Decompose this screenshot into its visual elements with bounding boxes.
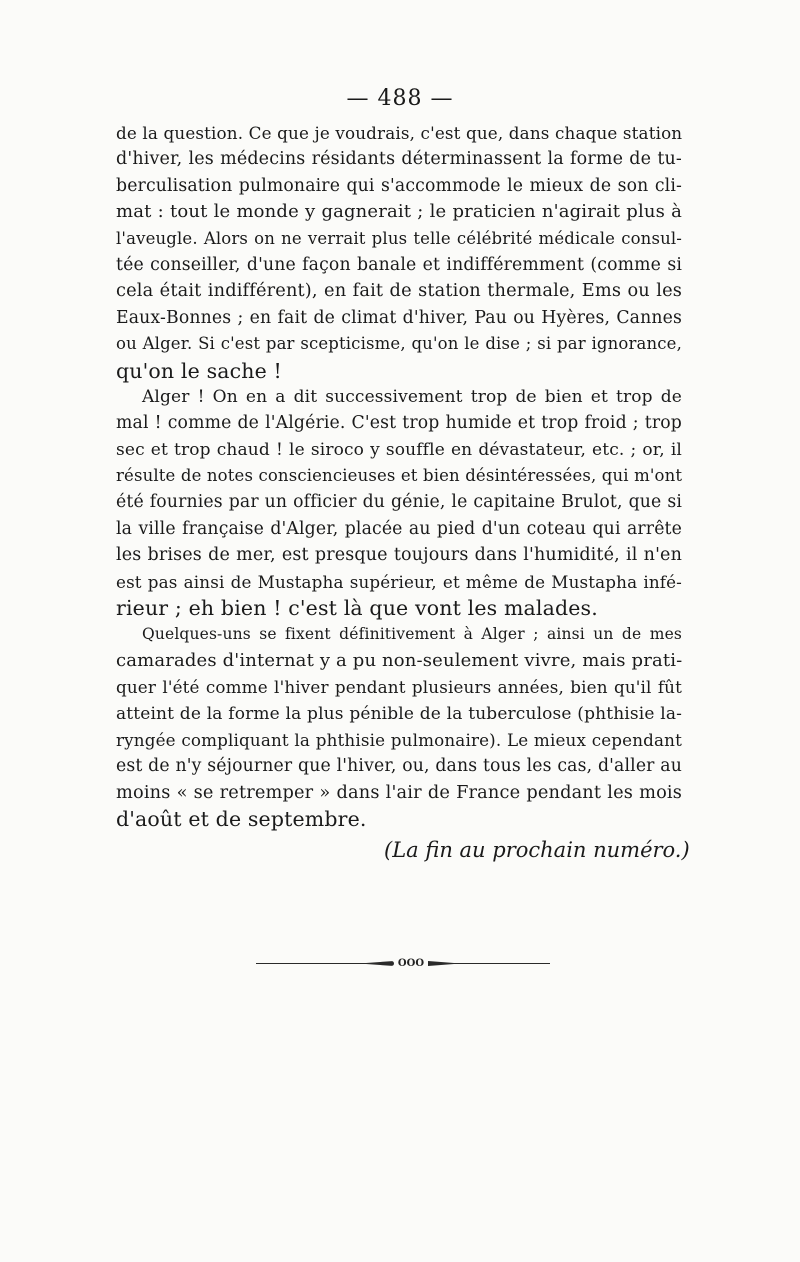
text-line: résulte de notes consciencieuses et bien désintéressées, qui m'ont	[116, 466, 683, 486]
text-line: rieur ; eh bien ! c'est là que vont les malades.	[116, 596, 598, 621]
text-line: berculisation pulmonaire qui s'accommode le mieux de son cli-	[116, 175, 682, 196]
text-line: la ville française d'Alger, placée au pied d'un coteau qui arrête	[116, 518, 682, 539]
text-line: Alger ! On en a dit successivement trop de bien et trop de	[142, 386, 682, 407]
text-line: atteint de la forme la plus pénible de la tuberculose (phthisie la-	[116, 703, 682, 724]
text-line: sec et trop chaud ! le siroco y souffle en dévastateur, etc. ; or, il	[116, 439, 682, 460]
divider-swell-left-icon	[366, 961, 394, 966]
text-line: camarades d'internat y a pu non-seulement vivre, mais prati-	[116, 649, 683, 671]
divider-rule-right	[438, 963, 550, 964]
text-line: d'août et de septembre.	[116, 807, 367, 832]
body-text	[116, 120, 682, 833]
text-line: qu'on le sache !	[116, 358, 282, 383]
text-line: Quelques-uns se fixent définitivement à Alger ; ainsi un de mes	[142, 625, 682, 644]
ornamental-divider	[256, 957, 550, 971]
page-number: — 488 —	[346, 86, 454, 111]
to-be-continued-note: (La fin au prochain numéro.)	[384, 838, 690, 862]
text-line: quer l'été comme l'hiver pendant plusieurs années, bien qu'il fût	[116, 677, 682, 698]
text-line: les brises de mer, est presque toujours dans l'humidité, il n'en	[116, 545, 682, 566]
text-line: moins « se retremper » dans l'air de France pendant les mois	[116, 782, 682, 803]
text-line: est pas ainsi de Mustapha supérieur, et même de Mustapha infé-	[116, 571, 682, 592]
text-line: d'hiver, les médecins résidants déterminassent la forme de tu-	[116, 149, 682, 170]
text-line: ou Alger. Si c'est par scepticisme, qu'on le dise ; si par ignorance,	[116, 334, 682, 354]
text-line: ryngée compliquant la phthisie pulmonaire). Le mieux cependant	[116, 729, 682, 750]
text-line: tée conseiller, d'une façon banale et indifféremment (comme si	[116, 254, 682, 275]
paragraph-2	[116, 384, 682, 622]
text-line: été fournies par un officier du génie, le capitaine Brulot, que si	[116, 492, 682, 513]
paragraph-3	[116, 621, 682, 832]
divider-center-glyphs: OOO	[397, 958, 425, 969]
text-line: de la question. Ce que je voudrais, c'est que, dans chaque station	[116, 123, 683, 143]
paragraph-1	[116, 120, 682, 384]
divider-rule-left	[256, 963, 384, 964]
text-line: cela était indifférent), en fait de station thermale, Ems ou les	[116, 281, 682, 302]
text-line: l'aveugle. Alors on ne verrait plus telle célébrité médicale consul-	[116, 228, 682, 248]
text-line: mat : tout le monde y gagnerait ; le praticien n'agirait plus à	[116, 201, 682, 223]
text-line: est de n'y séjourner que l'hiver, ou, dans tous les cas, d'aller au	[116, 756, 682, 777]
text-line: mal ! comme de l'Algérie. C'est trop humide et trop froid ; trop	[116, 413, 682, 434]
text-line: Eaux-Bonnes ; en fait de climat d'hiver, Pau ou Hyères, Cannes	[116, 307, 682, 328]
